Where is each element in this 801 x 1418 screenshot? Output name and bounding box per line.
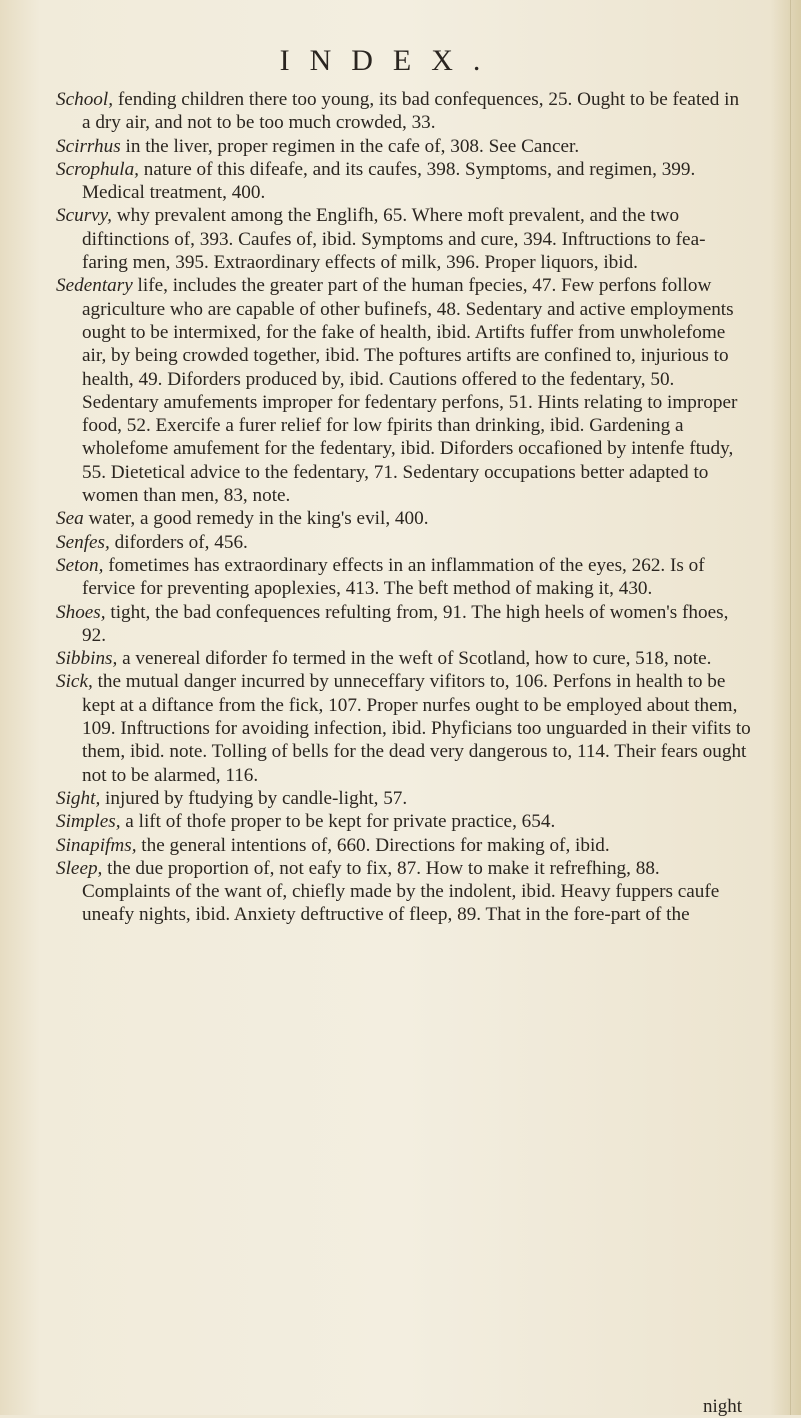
index-entry-seton xyxy=(56,554,751,601)
catchword: night xyxy=(703,1396,743,1417)
page-header: INDEX. xyxy=(279,44,501,77)
entry-headword: Scurvy, xyxy=(56,205,112,227)
entry-headword: School, xyxy=(56,89,114,110)
entry-headword: Scirrhus xyxy=(56,135,121,157)
entry-text: fometimes has extraordinary effects in an inflammation of the eyes, 262. Is of fervice for preventing apoplexies, 413. The beft method of making it, 430. xyxy=(82,554,705,600)
entry-text: injured by ftudying by candle-light, 57. xyxy=(100,787,408,809)
index-entry-sinapisms xyxy=(56,834,751,857)
entry-text: water, a good remedy in the king's evil, 400. xyxy=(83,508,429,530)
index-entry-senses xyxy=(56,531,751,554)
entry-headword: Sleep, xyxy=(56,857,103,879)
entry-text: diforders of, 456. xyxy=(109,531,248,553)
entry-headword: Sedentary xyxy=(56,275,133,297)
index-entry-scurvy xyxy=(56,204,751,274)
entry-headword: Sibbins, xyxy=(56,648,118,670)
entry-headword: Seton, xyxy=(56,554,104,576)
entry-headword: Shoes, xyxy=(56,601,106,623)
entry-headword: Sight, xyxy=(56,787,101,809)
entry-text: a venereal diforder fo termed in the weft of Scotland, how to cure, 518, note. xyxy=(117,648,712,670)
index-entry-sight xyxy=(56,787,751,810)
entry-headword: Scrophula, xyxy=(56,158,139,180)
entry-headword: Simples, xyxy=(56,811,121,833)
index-entry-sleep xyxy=(56,857,751,927)
entry-headword: Sea xyxy=(56,508,84,530)
entry-headword: Sinapifms, xyxy=(56,834,137,856)
index-entry-sedentary xyxy=(56,274,751,507)
index-entry-sick xyxy=(56,670,751,786)
entry-text: in the liver, proper regimen in the cafe of, 308. See Cancer. xyxy=(120,135,580,157)
entry-headword: Senfes, xyxy=(56,531,110,553)
index-entry-school xyxy=(56,88,751,135)
page-edge xyxy=(790,0,791,1415)
entry-text: life, includes the greater part of the human fpecies, 47. Few perfons follow agriculture who are capable of other bufinefs, 48. Sedentary and active employments ought to be intermixed, for the fake of health, ibid. Artifts fuffer from unwholefome air, by being crowded together, ibid. The poftures artifts are confined to, injurious to health, 49. Diforders produced by, ibid. Cautions offered to the fedentary, 50. Sedentary amufements improper for fedentary perfons, 51. Hints relating to improper food, 52. Exercife a furer relief for low fpirits than drinking, ibid. Gardening a wholefome amufement for the fedentary, ibid. Diforders occafioned by intenfe ftudy, 55. Dietetical advice to the fedentary, 71. Sedentary occupations better adapted to women than men, 83, note. xyxy=(82,275,738,507)
index-entry-simples xyxy=(56,810,751,833)
entry-text: a lift of thofe proper to be kept for private practice, 654. xyxy=(120,811,556,833)
index-entry-sea xyxy=(56,507,751,530)
index-entry-sibbins xyxy=(56,647,751,670)
index-entry-scrophula xyxy=(56,158,751,205)
entry-text: why prevalent among the Englifh, 65. Where moft prevalent, and the two diftinctions of, 393. Caufes of, ibid. Symptoms and cure, 394. Inftructions to fea-faring men, 395. Extraordinary effects of milk, 396. Proper liquors, ibid. xyxy=(82,205,706,274)
entry-headword: Sick, xyxy=(56,671,93,693)
entry-text: the due proportion of, not eafy to fix, 87. How to make it refrefhing, 88. Complaints of the want of, chiefly made by the indolent, ibid. Heavy fuppers caufe uneafy nights, ibid. Anxiety deftructive of fleep, 89. That in the fore-part of the xyxy=(82,857,720,926)
index-entry-scirrhus xyxy=(56,135,751,158)
entry-text: the mutual danger incurred by unneceffary vifitors to, 106. Perfons in health to be kept at a diftance from the fick, 107. Proper nurfes ought to be employed about them, 109. Inftructions for avoiding infection, ibid. Phyficians too unguarded in their vifits to them, ibid. note. Tolling of bells for the dead very dangerous to, 114. Their fears ought not to be alarmed, 116. xyxy=(82,671,751,786)
index-entry-shoes xyxy=(56,601,751,648)
entry-text: tight, the bad confequences refulting from, 91. The high heels of women's fhoes, 92. xyxy=(82,601,729,646)
entry-text: fending children there too young, its bad confequences, 25. Ought to be feated in a dry air, and not to be too much crowded, 33. xyxy=(82,89,740,134)
index-body xyxy=(56,88,751,927)
entry-text: nature of this difeafe, and its caufes, 398. Symptoms, and regimen, 399. Medical treatment, 400. xyxy=(82,158,696,204)
entry-text: the general intentions of, 660. Directions for making of, ibid. xyxy=(136,834,610,856)
